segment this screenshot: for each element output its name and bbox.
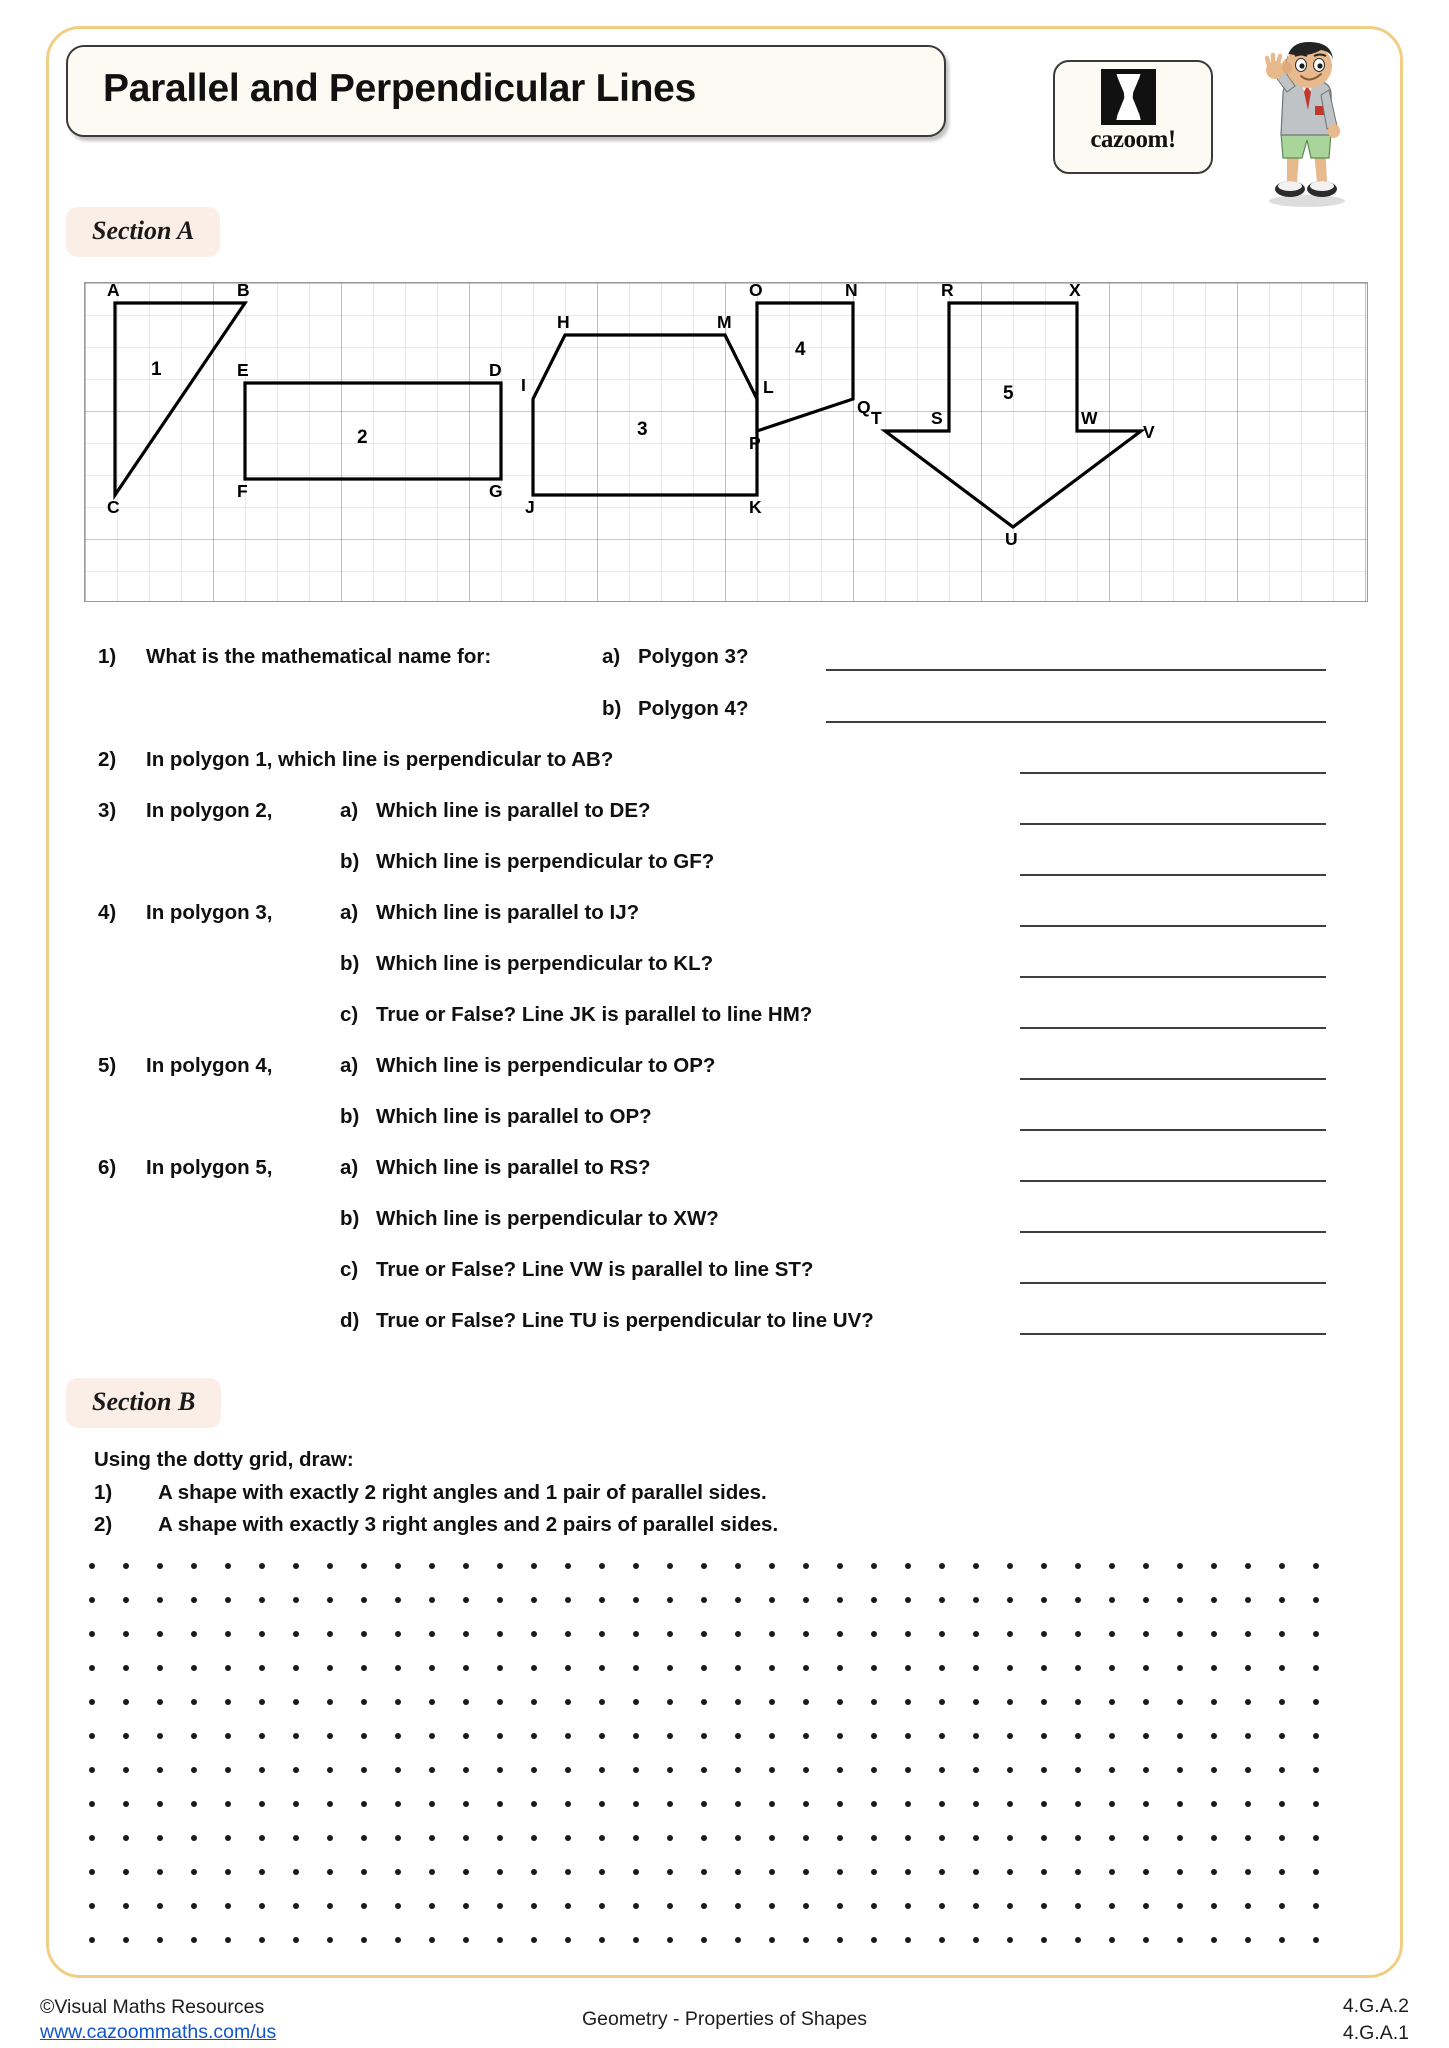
question-6-stem: In polygon 5,	[146, 1156, 273, 1179]
question-1-stem: What is the mathematical name for:	[146, 645, 492, 668]
hourglass-glass-icon	[1101, 69, 1156, 125]
svg-text:A: A	[107, 283, 120, 300]
question-5b-tag: b)	[340, 1105, 360, 1128]
footer-topic: Geometry - Properties of Shapes	[581, 2008, 868, 2030]
footer-standard-2: 4.G.A.1	[1342, 2022, 1409, 2044]
question-6b-text: Which line is perpendicular to XW?	[376, 1207, 719, 1230]
student-boy-waving-icon	[1245, 40, 1363, 210]
answer-line-5a[interactable]	[1020, 1078, 1326, 1080]
answer-line-1a[interactable]	[826, 669, 1326, 671]
question-5a-text: Which line is perpendicular to OP?	[376, 1054, 716, 1077]
polygon-grid-diagram	[84, 282, 1368, 602]
question-2-number: 2)	[98, 748, 117, 771]
section-b-item-1-text: A shape with exactly 2 right angles and 1 pair of parallel sides.	[158, 1481, 767, 1504]
svg-text:O: O	[749, 283, 763, 300]
answer-line-6a[interactable]	[1020, 1180, 1326, 1182]
question-4a-text: Which line is parallel to IJ?	[376, 901, 640, 924]
svg-text:E: E	[237, 360, 249, 380]
answer-line-6b[interactable]	[1020, 1231, 1326, 1233]
section-a-header: Section A	[66, 207, 220, 257]
svg-text:P: P	[749, 433, 761, 453]
question-5b-text: Which line is parallel to OP?	[376, 1105, 652, 1128]
svg-text:2: 2	[357, 427, 368, 448]
svg-text:V: V	[1143, 422, 1155, 442]
question-2-stem: In polygon 1, which line is perpendicular to AB?	[146, 748, 614, 771]
question-6b-tag: b)	[340, 1207, 360, 1230]
question-6d-text: True or False? Line TU is perpendicular to line UV?	[376, 1309, 874, 1332]
svg-text:M: M	[717, 312, 732, 332]
answer-line-4c[interactable]	[1020, 1027, 1326, 1029]
answer-line-4a[interactable]	[1020, 925, 1326, 927]
footer-website-link[interactable]: www.cazoommaths.com/us	[40, 2021, 277, 2043]
section-b-header: Section B	[66, 1378, 221, 1428]
page-title: Parallel and Perpendicular Lines	[103, 67, 696, 110]
answer-line-3a[interactable]	[1020, 823, 1326, 825]
svg-text:W: W	[1081, 408, 1098, 428]
answer-line-1b[interactable]	[826, 721, 1326, 723]
question-6c-tag: c)	[340, 1258, 359, 1281]
dotty-grid[interactable]	[88, 1560, 1338, 1950]
svg-text:G: G	[489, 481, 503, 501]
svg-text:R: R	[941, 283, 954, 300]
question-6c-text: True or False? Line VW is parallel to line ST?	[376, 1258, 814, 1281]
question-3-stem: In polygon 2,	[146, 799, 273, 822]
svg-text:5: 5	[1003, 383, 1014, 404]
svg-text:N: N	[845, 283, 858, 300]
title-banner	[66, 45, 946, 137]
question-1a-tag: a)	[602, 645, 621, 668]
cazoom-logo	[1053, 60, 1213, 174]
polygon-grid-svg	[85, 283, 1367, 601]
question-4-number: 4)	[98, 901, 117, 924]
logo-wordmark: cazoom!	[1090, 126, 1176, 153]
svg-text:X: X	[1069, 283, 1081, 300]
question-4b-tag: b)	[340, 952, 360, 975]
svg-text:L: L	[763, 377, 774, 397]
question-3b-tag: b)	[340, 850, 360, 873]
question-6a-text: Which line is parallel to RS?	[376, 1156, 651, 1179]
svg-text:Q: Q	[857, 397, 871, 417]
question-5a-tag: a)	[340, 1054, 359, 1077]
svg-text:B: B	[237, 283, 250, 300]
footer-copyright: ©Visual Maths Resources	[40, 1996, 265, 2018]
footer-standard-1: 4.G.A.2	[1342, 1995, 1409, 2017]
answer-line-3b[interactable]	[1020, 874, 1326, 876]
question-1b-text: Polygon 4?	[638, 697, 749, 720]
svg-text:H: H	[557, 312, 570, 332]
svg-text:C: C	[107, 497, 120, 517]
answer-line-6d[interactable]	[1020, 1333, 1326, 1335]
question-3b-text: Which line is perpendicular to GF?	[376, 850, 715, 873]
question-6d-tag: d)	[340, 1309, 360, 1332]
svg-text:F: F	[237, 481, 248, 501]
question-4c-text: True or False? Line JK is parallel to line HM?	[376, 1003, 813, 1026]
svg-text:J: J	[525, 497, 535, 517]
svg-text:S: S	[931, 408, 943, 428]
svg-text:4: 4	[795, 339, 806, 360]
answer-line-4b[interactable]	[1020, 976, 1326, 978]
svg-text:1: 1	[151, 359, 162, 380]
answer-line-5b[interactable]	[1020, 1129, 1326, 1131]
question-4b-text: Which line is perpendicular to KL?	[376, 952, 714, 975]
question-5-stem: In polygon 4,	[146, 1054, 273, 1077]
question-4c-tag: c)	[340, 1003, 359, 1026]
question-6a-tag: a)	[340, 1156, 359, 1179]
question-6-number: 6)	[98, 1156, 117, 1179]
question-5-number: 5)	[98, 1054, 117, 1077]
question-1a-text: Polygon 3?	[638, 645, 749, 668]
question-3a-tag: a)	[340, 799, 359, 822]
answer-line-6c[interactable]	[1020, 1282, 1326, 1284]
svg-text:3: 3	[637, 419, 648, 440]
svg-text:T: T	[871, 408, 882, 428]
question-4a-tag: a)	[340, 901, 359, 924]
section-b-item-1-number: 1)	[94, 1481, 113, 1504]
svg-text:D: D	[489, 360, 502, 380]
answer-line-2[interactable]	[1020, 772, 1326, 774]
svg-text:U: U	[1005, 529, 1018, 549]
section-b-instruction: Using the dotty grid, draw:	[94, 1448, 354, 1471]
question-3a-text: Which line is parallel to DE?	[376, 799, 651, 822]
section-b-item-2-number: 2)	[94, 1513, 113, 1536]
question-1-number: 1)	[98, 645, 117, 668]
question-4-stem: In polygon 3,	[146, 901, 273, 924]
svg-text:K: K	[749, 497, 762, 517]
question-1b-tag: b)	[602, 697, 622, 720]
section-b-item-2-text: A shape with exactly 3 right angles and 2 pairs of parallel sides.	[158, 1513, 779, 1536]
question-3-number: 3)	[98, 799, 117, 822]
svg-text:I: I	[521, 375, 526, 395]
